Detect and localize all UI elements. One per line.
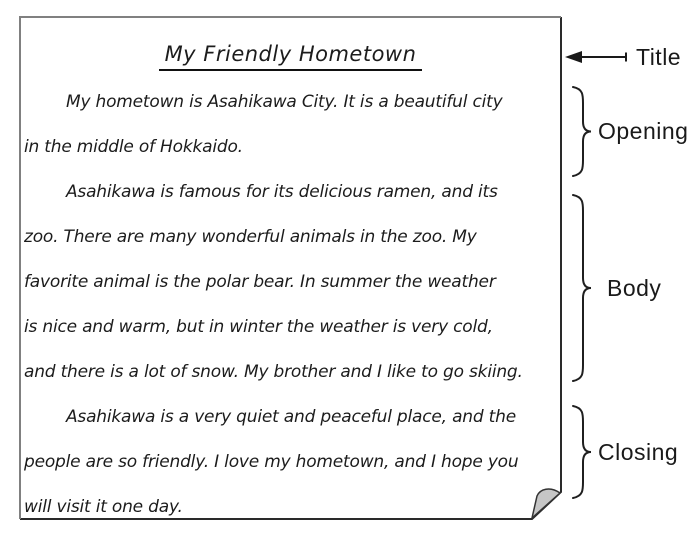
- closing-label: Closing: [598, 439, 679, 465]
- title-arrow-icon: [564, 50, 634, 64]
- essay-line: and there is a lot of snow. My brother and I like to go skiing.: [24, 362, 523, 382]
- essay-line: people are so friendly. I love my hometown, and I hope you: [24, 452, 519, 472]
- opening-label: Opening: [598, 118, 689, 144]
- essay-content: [19, 16, 562, 520]
- essay-line: zoo. There are many wonderful animals in the zoo. My: [24, 227, 477, 247]
- essay-body-text: [24, 80, 560, 530]
- essay-title-row: [19, 42, 562, 71]
- essay-line: favorite animal is the polar bear. In summer the weather: [24, 272, 496, 292]
- essay-line: Asahikawa is famous for its delicious ramen, and its: [66, 182, 498, 202]
- body-label: Body: [607, 275, 662, 301]
- essay-line: is nice and warm, but in winter the weather is very cold,: [24, 317, 493, 337]
- closing-brace-icon: [570, 404, 594, 500]
- essay-line: Asahikawa is a very quiet and peaceful place, and the: [66, 407, 516, 427]
- essay-page: [19, 16, 562, 520]
- essay-title: My Friendly Hometown: [159, 42, 423, 71]
- body-brace-icon: [570, 193, 594, 383]
- essay-line: will visit it one day.: [24, 497, 183, 517]
- opening-brace-icon: [570, 85, 594, 178]
- essay-line: My hometown is Asahikawa City. It is a beautiful city: [66, 92, 503, 112]
- title-label: Title: [636, 44, 682, 70]
- essay-line: in the middle of Hokkaido.: [24, 137, 243, 157]
